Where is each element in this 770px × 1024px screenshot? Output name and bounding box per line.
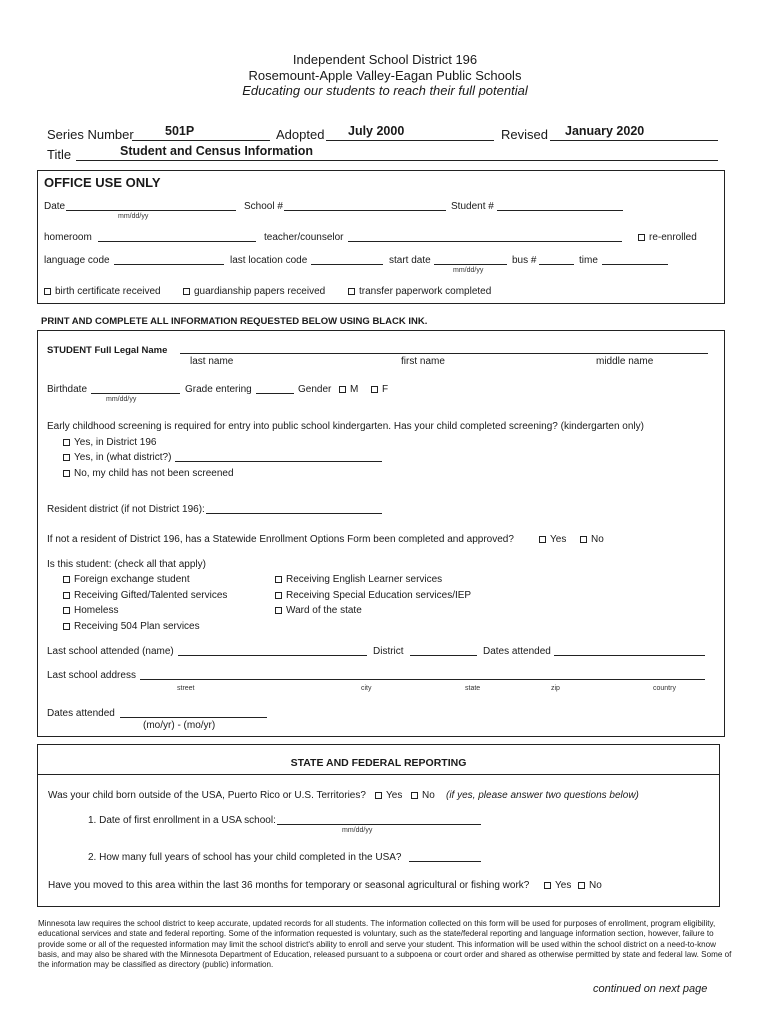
checkbox-icon bbox=[544, 882, 551, 889]
office-date-hint: mm/dd/yy bbox=[118, 213, 149, 220]
homeless-checkbox[interactable] bbox=[63, 605, 118, 616]
student-name-line[interactable] bbox=[180, 353, 708, 354]
checkbox-icon bbox=[63, 439, 70, 446]
office-student-line[interactable] bbox=[497, 210, 623, 211]
born-outside-question: Was your child born outside of the USA, Puerto Rico or U.S. Territories? bbox=[48, 790, 366, 801]
born-yes-checkbox[interactable] bbox=[375, 790, 402, 801]
special-ed-checkbox[interactable] bbox=[275, 590, 471, 601]
transfer-label: transfer paperwork completed bbox=[359, 286, 492, 297]
english-learner-checkbox[interactable] bbox=[275, 574, 442, 585]
screening-opt1-checkbox[interactable] bbox=[63, 437, 156, 448]
gender-f-checkbox[interactable] bbox=[371, 384, 388, 395]
birthdate-line[interactable] bbox=[91, 393, 180, 394]
birth-certificate-label: birth certificate received bbox=[55, 286, 161, 297]
last-school-address-label: Last school address bbox=[47, 670, 136, 681]
foreign-exchange-label: Foreign exchange student bbox=[74, 574, 190, 585]
checkbox-icon bbox=[63, 454, 70, 461]
address-state-hint: state bbox=[465, 685, 481, 692]
office-last-location-line[interactable] bbox=[311, 264, 383, 265]
guardianship-checkbox[interactable] bbox=[183, 286, 325, 297]
ink-instruction: PRINT AND COMPLETE ALL INFORMATION REQUESTED BELOW USING BLACK INK. bbox=[41, 316, 428, 327]
office-date-line[interactable] bbox=[66, 210, 236, 211]
screening-district-line[interactable] bbox=[175, 461, 382, 462]
state-federal-divider bbox=[37, 774, 720, 775]
office-school-label: School # bbox=[244, 201, 283, 212]
revised-label: Revised bbox=[501, 127, 548, 142]
checkbox-icon bbox=[539, 536, 546, 543]
office-homeroom-line[interactable] bbox=[98, 241, 256, 242]
office-time-line[interactable] bbox=[602, 264, 668, 265]
screening-opt3-label: No, my child has not been screened bbox=[74, 468, 234, 479]
office-language-label: language code bbox=[44, 255, 110, 266]
first-name-hint: first name bbox=[401, 356, 445, 367]
office-school-line[interactable] bbox=[284, 210, 446, 211]
birthdate-hint: mm/dd/yy bbox=[106, 396, 137, 403]
continued-note: continued on next page bbox=[593, 983, 708, 995]
district-line[interactable] bbox=[410, 655, 477, 656]
address-city-hint: city bbox=[361, 685, 372, 692]
plan504-checkbox[interactable] bbox=[63, 621, 200, 632]
last-school-line[interactable] bbox=[178, 655, 367, 656]
screening-opt2-label: Yes, in (what district?) bbox=[74, 452, 172, 463]
seo-yes-label: Yes bbox=[550, 534, 567, 545]
plan504-label: Receiving 504 Plan services bbox=[74, 621, 200, 632]
privacy-notice: Minnesota law requires the school district to keep accurate, updated records for all students. The information collected on this form will be used for purposes of enrollment, program eligibility, educational services and state and federal reporting. Some of the information requested is voluntary, such as the state/federal reporting and language information section, however, failure to provide some or all of the requested information may limit the school district's ability to enroll and serve your student. This information will be used within the school district on a need-to-know basis, and may also be shared with the Minnesota Department of Education, released pursuant to a subpoena or court order and shared as otherwise permitted by state and federal law. Some of the information may be classified as directory (public) information. bbox=[38, 919, 732, 970]
last-name-hint: last name bbox=[190, 356, 234, 367]
dates-attended-label-1: Dates attended bbox=[483, 646, 551, 657]
checkbox-icon bbox=[275, 607, 282, 614]
checkbox-icon bbox=[411, 792, 418, 799]
series-number-line bbox=[132, 140, 270, 141]
first-enrollment-hint: mm/dd/yy bbox=[342, 827, 373, 834]
checkbox-icon bbox=[375, 792, 382, 799]
gifted-checkbox[interactable] bbox=[63, 590, 227, 601]
title-value[interactable]: Student and Census Information bbox=[120, 144, 314, 158]
state-federal-heading: STATE AND FEDERAL REPORTING bbox=[290, 757, 467, 769]
address-country-hint: country bbox=[653, 685, 676, 692]
dates-attended-label-2: Dates attended bbox=[47, 708, 115, 719]
office-teacher-line[interactable] bbox=[348, 241, 622, 242]
checkbox-icon bbox=[63, 470, 70, 477]
checkbox-icon bbox=[63, 592, 70, 599]
adopted-value[interactable]: July 2000 bbox=[348, 124, 405, 138]
title-label: Title bbox=[47, 147, 72, 162]
grade-label: Grade entering bbox=[185, 384, 252, 395]
office-teacher-label: teacher/counselor bbox=[264, 232, 344, 243]
dates-attended-line-1[interactable] bbox=[554, 655, 705, 656]
checkbox-icon bbox=[44, 288, 51, 295]
district-name: Independent School District 196 bbox=[292, 52, 478, 67]
moved-no-label: No bbox=[589, 880, 602, 891]
office-date-label: Date bbox=[44, 201, 66, 212]
resident-district-line[interactable] bbox=[206, 513, 382, 514]
gender-f-label: F bbox=[382, 384, 389, 395]
office-reenrolled-checkbox[interactable] bbox=[638, 232, 697, 243]
office-homeroom-label: homeroom bbox=[44, 232, 92, 243]
checkbox-icon bbox=[63, 607, 70, 614]
screening-question: Early childhood screening is required for entry into public school kindergarten. Has your child completed screening? (kindergarten only) bbox=[47, 421, 644, 432]
office-last-location-label: last location code bbox=[230, 255, 308, 266]
last-school-address-line[interactable] bbox=[140, 679, 705, 680]
moved-yes-label: Yes bbox=[555, 880, 572, 891]
checkbox-icon bbox=[580, 536, 587, 543]
seo-yes-checkbox[interactable] bbox=[539, 534, 566, 545]
seo-question: If not a resident of District 196, has a Statewide Enrollment Options Form been completed and approved? bbox=[47, 534, 514, 545]
office-use-box bbox=[37, 170, 725, 304]
special-ed-label: Receiving Special Education services/IEP bbox=[286, 590, 472, 601]
is-this-student-label: Is this student: (check all that apply) bbox=[47, 559, 206, 570]
office-language-line[interactable] bbox=[114, 264, 224, 265]
checkbox-icon bbox=[275, 592, 282, 599]
office-start-date-line[interactable] bbox=[434, 264, 507, 265]
revised-line bbox=[550, 140, 718, 141]
office-reenrolled-label: re-enrolled bbox=[649, 232, 697, 243]
district-label: District bbox=[373, 646, 404, 657]
grade-line[interactable] bbox=[256, 393, 294, 394]
series-number-label: Series Number bbox=[47, 127, 134, 142]
office-time-label: time bbox=[579, 255, 598, 266]
revised-value[interactable]: January 2020 bbox=[565, 124, 645, 138]
student-legal-name-label: STUDENT Full Legal Name bbox=[47, 345, 168, 356]
guardianship-label: guardianship papers received bbox=[194, 286, 326, 297]
dates-attended-line-2[interactable] bbox=[120, 717, 267, 718]
checkbox-icon bbox=[348, 288, 355, 295]
checkbox-icon bbox=[339, 386, 346, 393]
district-motto: Educating our students to reach their full potential bbox=[242, 83, 528, 98]
office-start-date-label: start date bbox=[389, 255, 431, 266]
born-no-checkbox[interactable] bbox=[411, 790, 435, 801]
born-note: (if yes, please answer two questions below) bbox=[446, 790, 639, 801]
district-subtitle: Rosemount-Apple Valley-Eagan Public Schools bbox=[248, 68, 522, 83]
screening-opt1-label: Yes, in District 196 bbox=[74, 437, 157, 448]
checkbox-icon bbox=[183, 288, 190, 295]
adopted-label: Adopted bbox=[276, 127, 325, 142]
office-bus-label: bus # bbox=[512, 255, 537, 266]
seo-no-label: No bbox=[591, 534, 604, 545]
gender-m-checkbox[interactable] bbox=[339, 384, 358, 395]
dates-attended-hint: (mo/yr) - (mo/yr) bbox=[143, 720, 216, 731]
resident-district-label: Resident district (if not District 196): bbox=[47, 504, 205, 515]
office-use-heading: OFFICE USE ONLY bbox=[44, 175, 161, 190]
gifted-label: Receiving Gifted/Talented services bbox=[74, 590, 228, 601]
homeless-label: Homeless bbox=[74, 605, 119, 616]
first-enrollment-question: 1. Date of first enrollment in a USA school: bbox=[88, 815, 276, 826]
moved-yes-checkbox[interactable] bbox=[544, 880, 571, 891]
gender-m-label: M bbox=[350, 384, 359, 395]
last-school-label: Last school attended (name) bbox=[47, 646, 174, 657]
first-enrollment-line[interactable] bbox=[277, 824, 481, 825]
adopted-line bbox=[326, 140, 494, 141]
transfer-checkbox[interactable] bbox=[348, 286, 491, 297]
office-start-date-hint: mm/dd/yy bbox=[453, 267, 484, 274]
middle-name-hint: middle name bbox=[596, 356, 654, 367]
office-bus-line[interactable] bbox=[539, 264, 574, 265]
checkbox-icon bbox=[638, 234, 645, 241]
foreign-exchange-checkbox[interactable] bbox=[63, 574, 190, 585]
title-line bbox=[76, 160, 718, 161]
checkbox-icon bbox=[371, 386, 378, 393]
series-number-value[interactable]: 501P bbox=[165, 124, 195, 138]
checkbox-icon bbox=[578, 882, 585, 889]
moved-no-checkbox[interactable] bbox=[578, 880, 602, 891]
screening-opt3-checkbox[interactable] bbox=[63, 468, 234, 479]
address-street-hint: street bbox=[177, 685, 195, 692]
address-zip-hint: zip bbox=[551, 685, 560, 692]
birth-certificate-checkbox[interactable] bbox=[44, 286, 161, 297]
english-learner-label: Receiving English Learner services bbox=[286, 574, 443, 585]
seo-no-checkbox[interactable] bbox=[580, 534, 604, 545]
checkbox-icon bbox=[63, 623, 70, 630]
born-yes-label: Yes bbox=[386, 790, 403, 801]
moved-question: Have you moved to this area within the last 36 months for temporary or seasonal agricultural or fishing work? bbox=[48, 880, 530, 891]
born-no-label: No bbox=[422, 790, 435, 801]
checkbox-icon bbox=[275, 576, 282, 583]
gender-label: Gender bbox=[298, 384, 332, 395]
ward-label: Ward of the state bbox=[286, 605, 362, 616]
screening-opt2-checkbox[interactable] bbox=[63, 452, 171, 463]
ward-checkbox[interactable] bbox=[275, 605, 362, 616]
years-school-question: 2. How many full years of school has your child completed in the USA? bbox=[88, 852, 402, 863]
birthdate-label: Birthdate bbox=[47, 384, 88, 395]
years-school-line[interactable] bbox=[409, 861, 481, 862]
office-student-label: Student # bbox=[451, 201, 494, 212]
checkbox-icon bbox=[63, 576, 70, 583]
